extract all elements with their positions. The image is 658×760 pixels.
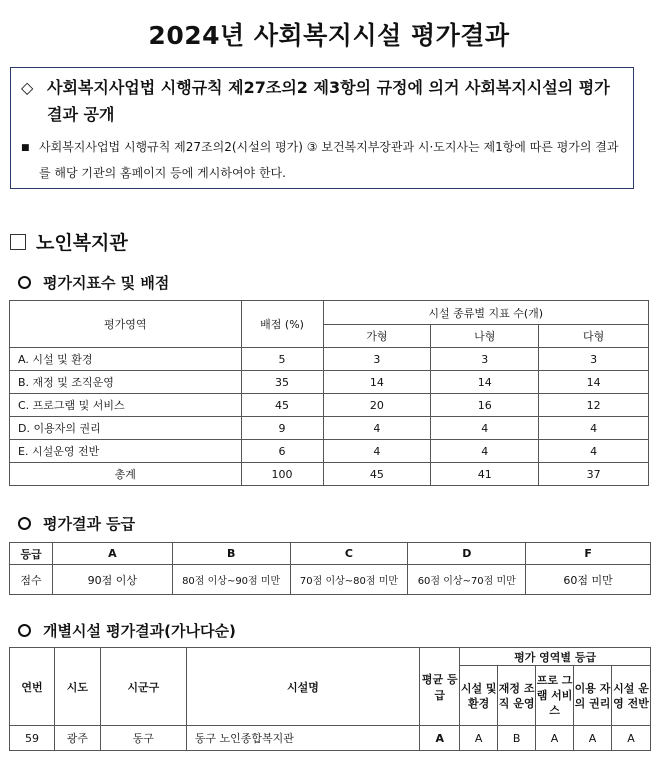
score-label: 점수 xyxy=(10,565,53,595)
score-cell: 100 xyxy=(241,463,323,486)
count-cell: 20 xyxy=(323,394,431,417)
header-area: 시설 운영 전반 xyxy=(611,666,650,726)
count-cell: 37 xyxy=(539,463,649,486)
sido-cell: 광주 xyxy=(54,726,100,751)
count-cell: 4 xyxy=(431,440,539,463)
sigungu-cell: 동구 xyxy=(100,726,186,751)
count-cell: 41 xyxy=(431,463,539,486)
header-area: 프로 그램 서비 스 xyxy=(536,666,574,726)
score-cell: 9 xyxy=(241,417,323,440)
score-cell: 5 xyxy=(241,348,323,371)
header-facility-name: 시설명 xyxy=(186,648,420,726)
count-cell: 4 xyxy=(539,440,649,463)
grade-cell: D xyxy=(408,543,526,565)
circle-bullet-icon xyxy=(18,276,31,289)
area-cell: D. 이용자의 권리 xyxy=(10,417,242,440)
score-cell: 45 xyxy=(241,394,323,417)
table-row xyxy=(10,417,649,440)
range-cell: 60점 미만 xyxy=(526,565,651,595)
grade-cell: F xyxy=(526,543,651,565)
area-grade-cell: B xyxy=(498,726,536,751)
notice-box xyxy=(10,67,634,189)
count-cell: 4 xyxy=(323,440,431,463)
count-cell: 4 xyxy=(539,417,649,440)
circle-bullet-icon xyxy=(18,624,31,637)
count-cell: 14 xyxy=(539,371,649,394)
grades-heading-text: 평가결과 등급 xyxy=(43,515,136,533)
circle-bullet-icon xyxy=(18,517,31,530)
header-area: 시설 및 환경 xyxy=(460,666,498,726)
count-cell: 12 xyxy=(539,394,649,417)
count-cell: 14 xyxy=(431,371,539,394)
grade-label: 등급 xyxy=(10,543,53,565)
count-cell: 3 xyxy=(539,348,649,371)
average-grade-cell: A xyxy=(420,726,460,751)
area-grade-cell: A xyxy=(611,726,650,751)
range-row xyxy=(10,565,651,595)
grade-row xyxy=(10,543,651,565)
header-score: 배점 (%) xyxy=(241,301,323,348)
grade-cell: A xyxy=(52,543,172,565)
checkbox-square-icon xyxy=(10,234,26,250)
score-cell: 6 xyxy=(241,440,323,463)
section-title: 노인복지관 xyxy=(36,232,128,254)
page-title: 2024년 사회복지시설 평가결과 xyxy=(148,21,510,50)
header-area: 평가영역 xyxy=(10,301,242,348)
header-sido: 시도 xyxy=(54,648,100,726)
range-cell: 90점 이상 xyxy=(52,565,172,595)
grades-table xyxy=(9,542,651,595)
notice-body xyxy=(21,134,623,186)
diamond-icon: ◇ xyxy=(21,78,34,97)
table-row xyxy=(10,440,649,463)
notice-heading xyxy=(21,74,623,128)
count-cell: 16 xyxy=(431,394,539,417)
area-cell: B. 재정 및 조직운영 xyxy=(10,371,242,394)
notice-body-text: 사회복지사업법 시행규칙 제27조의2(시설의 평가) ③ 보건복지부장관과 시·도지사는 제1항에 따른 평가의 결과를 해당 기관의 홈페이지 등에 게시하여야 한다. xyxy=(39,140,619,180)
count-cell: 3 xyxy=(323,348,431,371)
header-sigungu: 시군구 xyxy=(100,648,186,726)
area-cell: 총계 xyxy=(10,463,242,486)
header-type: 다형 xyxy=(539,325,649,348)
header-type: 나형 xyxy=(431,325,539,348)
header-average-grade: 평균 등급 xyxy=(420,648,460,726)
range-cell: 60점 이상~70점 미만 xyxy=(408,565,526,595)
table-row xyxy=(10,726,651,751)
square-bullet-icon: ■ xyxy=(21,143,30,153)
header-type-group: 시설 종류별 지표 수(개) xyxy=(323,301,649,325)
count-cell: 4 xyxy=(323,417,431,440)
results-heading xyxy=(18,620,236,641)
indicators-heading xyxy=(18,272,169,293)
grades-heading xyxy=(18,513,135,534)
header-type: 가형 xyxy=(323,325,431,348)
range-cell: 80점 이상~90점 미만 xyxy=(172,565,290,595)
area-grade-cell: A xyxy=(460,726,498,751)
notice-heading-text: 사회복지사업법 시행규칙 제27조의2 제3항의 규정에 의거 사회복지시설의 평가결과 공개 xyxy=(47,78,610,124)
range-cell: 70점 이상~80점 미만 xyxy=(290,565,408,595)
total-row xyxy=(10,463,649,486)
grade-cell: B xyxy=(172,543,290,565)
area-cell: C. 프로그램 및 서비스 xyxy=(10,394,242,417)
header-area: 재정 조직 운영 xyxy=(498,666,536,726)
section-heading xyxy=(10,228,128,255)
count-cell: 14 xyxy=(323,371,431,394)
no-cell: 59 xyxy=(10,726,55,751)
header-area-grades: 평가 영역별 등급 xyxy=(460,648,651,666)
facility-name-cell: 동구 노인종합복지관 xyxy=(186,726,420,751)
score-cell: 35 xyxy=(241,371,323,394)
indicators-heading-text: 평가지표수 및 배점 xyxy=(43,274,170,292)
table-row xyxy=(10,394,649,417)
table-row xyxy=(10,348,649,371)
indicators-table xyxy=(9,300,649,486)
count-cell: 3 xyxy=(431,348,539,371)
table-row xyxy=(10,371,649,394)
area-cell: A. 시설 및 환경 xyxy=(10,348,242,371)
area-grade-cell: A xyxy=(536,726,574,751)
header-no: 연번 xyxy=(10,648,55,726)
count-cell: 4 xyxy=(431,417,539,440)
results-table xyxy=(9,647,651,751)
results-heading-text: 개별시설 평가결과(가나다순) xyxy=(43,622,236,640)
count-cell: 45 xyxy=(323,463,431,486)
area-grade-cell: A xyxy=(574,726,612,751)
grade-cell: C xyxy=(290,543,408,565)
header-area: 이용 자의 권리 xyxy=(574,666,612,726)
area-cell: E. 시설운영 전반 xyxy=(10,440,242,463)
